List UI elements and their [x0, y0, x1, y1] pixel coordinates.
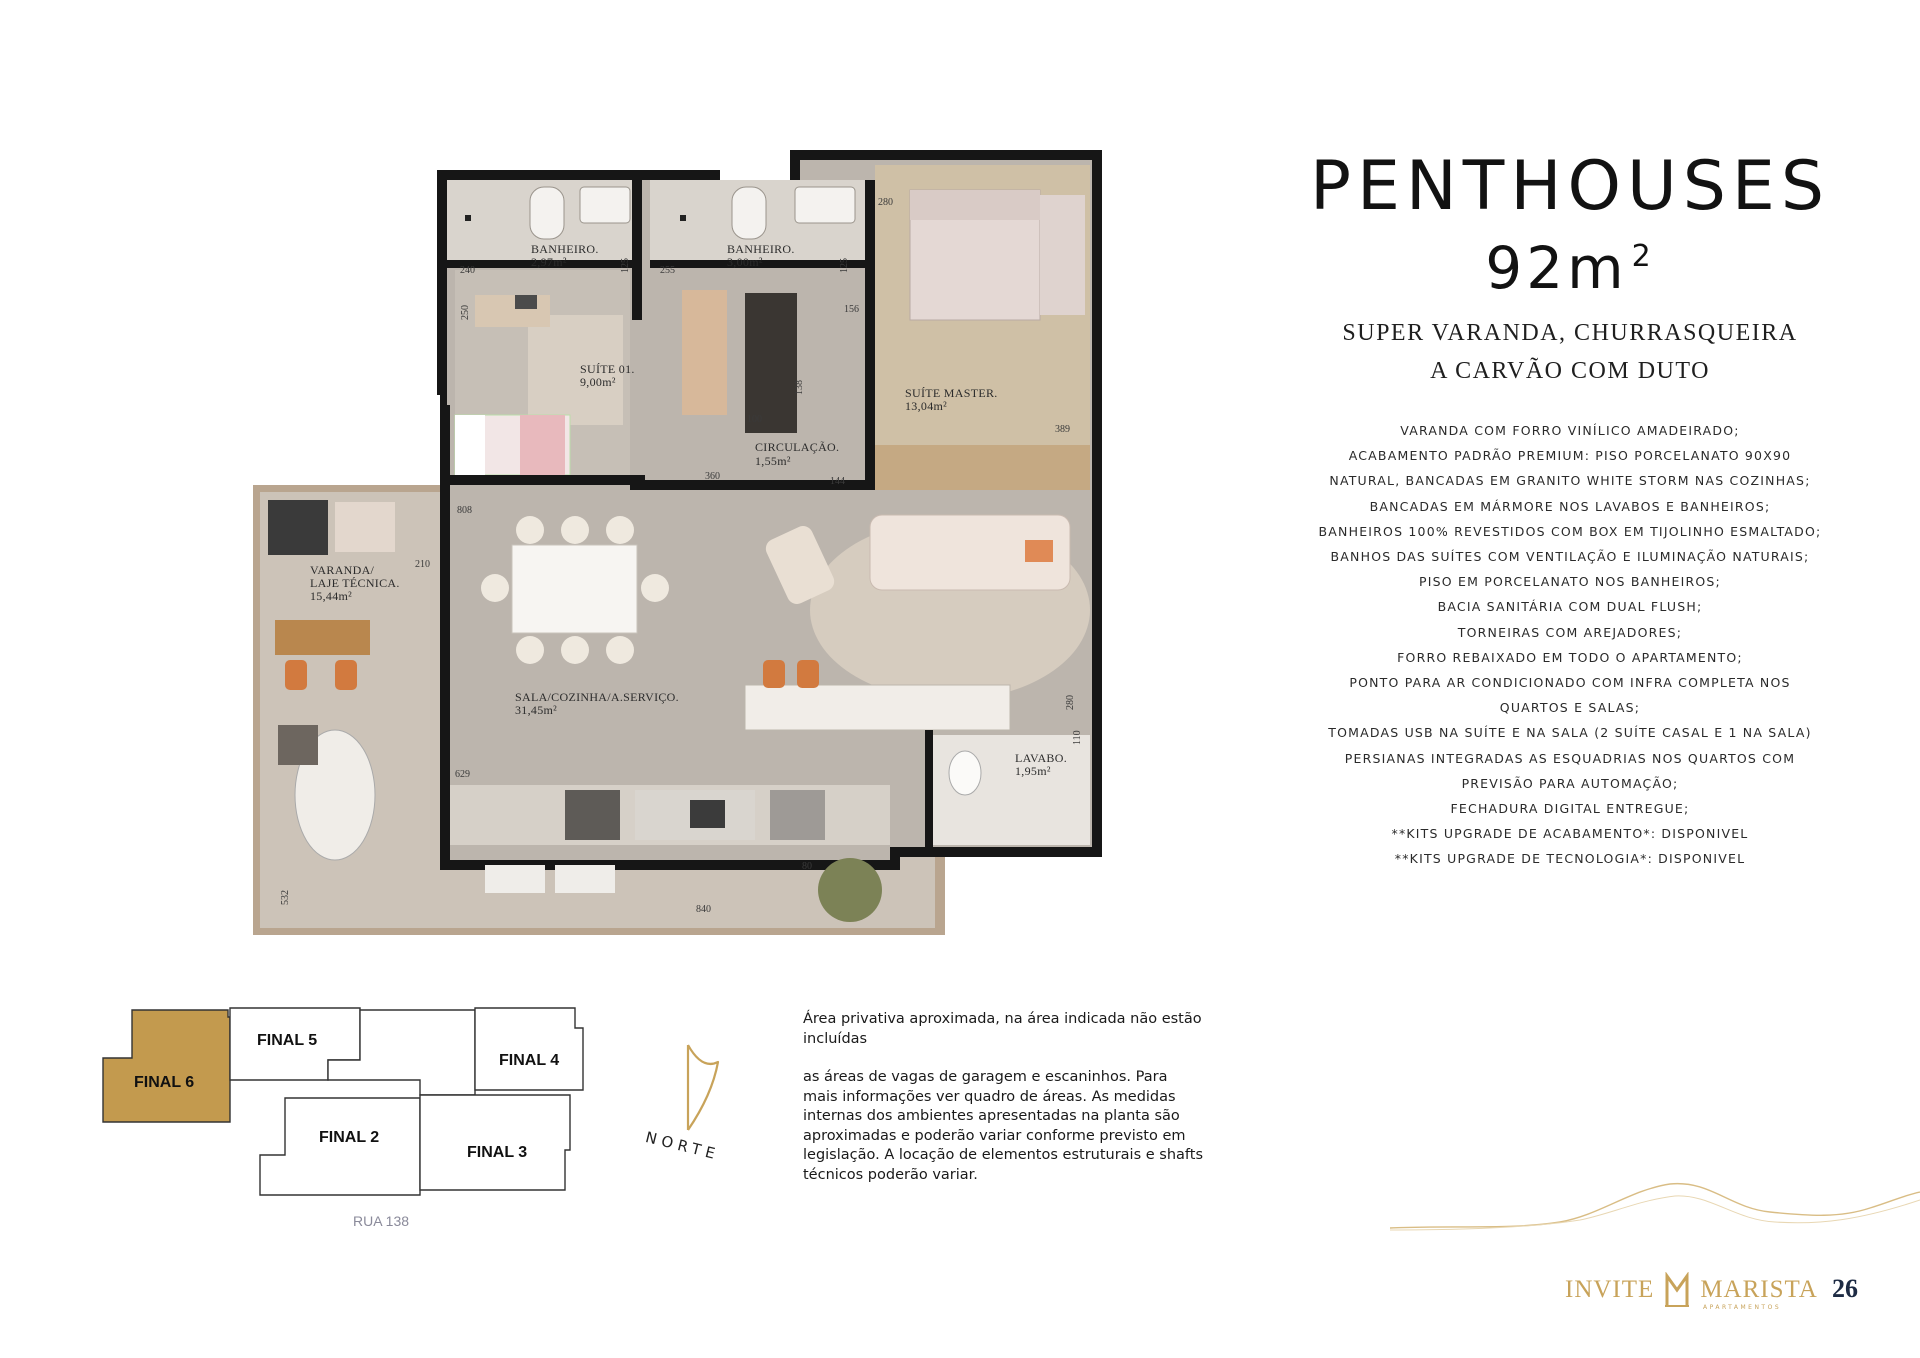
key-plan-outlines — [100, 1005, 590, 1210]
unit-final-4 — [475, 1008, 583, 1090]
brand-word-2: MARISTA — [1700, 1276, 1818, 1303]
street-label: RUA 138 — [353, 1213, 410, 1229]
feature-item: PONTO PARA AR CONDICIONADO COM INFRA COMPLETA NOS — [1349, 675, 1791, 691]
north-label: NORTE — [643, 1128, 722, 1164]
svg-text:BANHEIRO.: BANHEIRO. — [727, 242, 795, 256]
svg-text:250: 250 — [460, 305, 471, 320]
unit-label-final-4: FINAL 4 — [499, 1052, 560, 1069]
svg-text:840: 840 — [696, 904, 711, 915]
feature-item: BANCADAS EM MÁRMORE NOS LAVABOS E BANHEIROS; — [1369, 498, 1771, 514]
svg-text:31,45m²: 31,45m² — [515, 703, 558, 717]
floor-plan — [250, 145, 1105, 940]
unit-final-3 — [420, 1095, 570, 1190]
kitchen-island — [745, 685, 1010, 730]
feature-item: NATURAL, BANCADAS EM GRANITO WHITE STORM NAS COZINHAS; — [1329, 473, 1811, 489]
feature-item: QUARTOS E SALAS; — [1499, 700, 1641, 716]
svg-text:BANHEIRO.: BANHEIRO. — [531, 242, 599, 256]
brand-tagline: APARTAMENTOS — [1703, 1304, 1782, 1311]
svg-text:125: 125 — [839, 258, 850, 273]
svg-text:100: 100 — [747, 414, 762, 425]
feature-item: **KITS UPGRADE DE TECNOLOGIA*: DISPONIVEL — [1394, 851, 1746, 867]
svg-text:13,04m²: 13,04m² — [905, 399, 948, 413]
svg-text:LAJE TÉCNICA.: LAJE TÉCNICA. — [310, 576, 400, 590]
feature-item: PREVISÃO PARA AUTOMAÇÃO; — [1461, 775, 1679, 791]
feature-item: BANHOS DAS SUÍTES COM VENTILAÇÃO E ILUMINAÇÃO NATURAIS; — [1330, 549, 1810, 565]
feature-item: TOMADAS USB NA SUÍTE E NA SALA (2 SUÍTE CASAL E 1 NA SALA) — [1328, 725, 1812, 741]
svg-text:255: 255 — [660, 265, 675, 276]
varanda-table — [275, 620, 370, 655]
svg-text:3,00m²: 3,00m² — [727, 255, 763, 269]
svg-text:LAVABO.: LAVABO. — [1015, 751, 1068, 765]
feature-item: FORRO REBAIXADO EM TODO O APARTAMENTO; — [1397, 649, 1743, 665]
svg-text:125: 125 — [620, 258, 631, 273]
svg-text:2,97m²: 2,97m² — [531, 255, 567, 269]
page-title: PENTHOUSES — [1309, 147, 1831, 226]
svg-text:144: 144 — [830, 476, 845, 487]
feature-item: PISO EM PORCELANATO NOS BANHEIROS; — [1419, 574, 1721, 590]
svg-text:15,44m²: 15,44m² — [310, 589, 353, 603]
svg-text:80: 80 — [802, 861, 812, 872]
disclaimer — [803, 1010, 1203, 1185]
brand-logo — [1565, 1270, 1818, 1310]
svg-text:SUÍTE 01.: SUÍTE 01. — [580, 362, 635, 376]
key-plan — [100, 1005, 590, 1235]
svg-text:CIRCULAÇÃO.: CIRCULAÇÃO. — [755, 440, 840, 454]
unit-area: 92m $^2$ — [1485, 234, 1655, 302]
svg-text:110: 110 — [1072, 730, 1083, 745]
svg-text:VARANDA/: VARANDA/ — [310, 563, 375, 577]
features-list — [1280, 418, 1860, 872]
disclaimer-paragraph-2: as áreas de vagas de garagem e escaninhos. Para mais informações ver quadro de áreas. As medidas internas dos ambientes apresentadas na planta são aproximadas e poderão variar conforme previsto em legislação. A locação de elementos estruturais e shafts técnicos poderão variar. — [803, 1069, 1204, 1183]
disclaimer-paragraph-1: Área privativa aproximada, na área indicada não estão incluídas — [803, 1011, 1202, 1047]
dining-table — [512, 545, 637, 633]
svg-text:1,55m²: 1,55m² — [755, 454, 791, 468]
feature-item: VARANDA COM FORRO VINÍLICO AMADEIRADO; — [1400, 423, 1740, 438]
unit-label-final-3: FINAL 3 — [467, 1144, 528, 1161]
title-block — [1290, 147, 1850, 302]
page-number: 26 — [1832, 1274, 1858, 1303]
svg-text:9,00m²: 9,00m² — [580, 375, 616, 389]
svg-text:210: 210 — [415, 559, 430, 570]
svg-text:156: 156 — [844, 304, 859, 315]
svg-text:138: 138 — [794, 380, 805, 395]
svg-text:280: 280 — [1065, 695, 1076, 710]
svg-text:532: 532 — [280, 890, 291, 905]
brand-word-1: INVITE — [1565, 1276, 1655, 1303]
feature-item: ACABAMENTO PADRÃO PREMIUM: PISO PORCELANATO 90X90 — [1348, 448, 1792, 464]
hills-decoration — [1390, 1170, 1920, 1250]
svg-text:360: 360 — [705, 471, 720, 482]
svg-text:808: 808 — [457, 505, 472, 516]
svg-text:SALA/COZINHA/A.SERVIÇO.: SALA/COZINHA/A.SERVIÇO. — [515, 690, 679, 704]
feature-item: FECHADURA DIGITAL ENTREGUE; — [1450, 801, 1690, 817]
svg-text:240: 240 — [460, 265, 475, 276]
subtitle-line-1: SUPER VARANDA, CHURRASQUEIRA — [1342, 320, 1798, 346]
svg-text:280: 280 — [878, 197, 893, 208]
svg-text:389: 389 — [1055, 424, 1070, 435]
subtitle-line-2: A CARVÃO COM DUTO — [1430, 358, 1710, 384]
feature-item: BACIA SANITÁRIA COM DUAL FLUSH; — [1437, 599, 1703, 615]
unit-label-final-2: FINAL 2 — [319, 1129, 380, 1146]
svg-text:629: 629 — [455, 769, 470, 780]
unit-final-6 — [103, 1010, 230, 1122]
feature-item: PERSIANAS INTEGRADAS AS ESQUADRIAS NOS QUARTOS COM — [1344, 750, 1796, 766]
unit-label-final-6: FINAL 6 — [134, 1074, 195, 1091]
feature-item: **KITS UPGRADE DE ACABAMENTO*: DISPONIVEL — [1391, 826, 1749, 842]
unit-label-final-5: FINAL 5 — [257, 1032, 318, 1049]
feature-item: BANHEIROS 100% REVESTIDOS COM BOX EM TIJOLINHO ESMALTADO; — [1318, 523, 1822, 539]
subtitle — [1290, 314, 1850, 390]
svg-text:1,95m²: 1,95m² — [1015, 764, 1051, 778]
svg-text:SUÍTE MASTER.: SUÍTE MASTER. — [905, 386, 998, 400]
feature-item: TORNEIRAS COM AREJADORES; — [1457, 624, 1683, 640]
brand-monogram-icon — [1664, 1272, 1690, 1308]
